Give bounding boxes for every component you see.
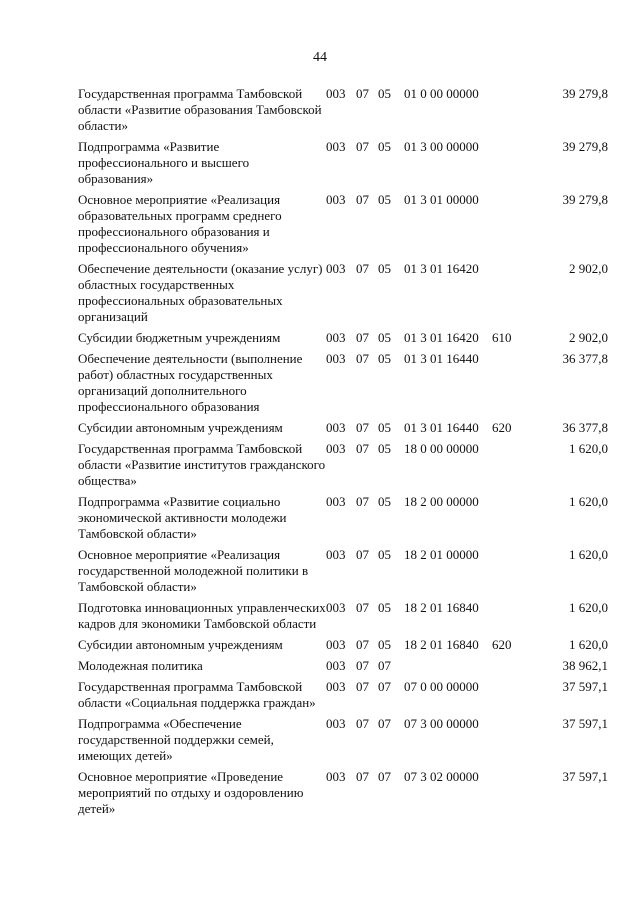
row-expense-type bbox=[492, 716, 528, 764]
table-row bbox=[78, 330, 608, 346]
row-subsection-code: 05 bbox=[378, 192, 391, 207]
row-target-article: 18 2 01 16840 bbox=[404, 637, 479, 652]
row-ved-code: 003 bbox=[326, 441, 346, 456]
row-name: Основное мероприятие «Реализация образовательных программ среднего профессионального образования и профессионального обучения» bbox=[78, 192, 282, 255]
row-expense-type bbox=[492, 261, 528, 325]
row-subsection-code: 07 bbox=[378, 716, 391, 731]
row-expense-type bbox=[492, 441, 528, 489]
row-target-article: 01 3 01 16440 bbox=[404, 420, 479, 435]
row-subsection-code: 05 bbox=[378, 351, 391, 366]
row-subsection-code: 05 bbox=[378, 261, 391, 276]
row-expense-type bbox=[492, 139, 528, 187]
row-target-article: 18 2 01 16840 bbox=[404, 600, 479, 615]
row-amount: 2 902,0 bbox=[569, 330, 608, 345]
page-number: 44 bbox=[313, 50, 327, 65]
row-target-article: 07 0 00 00000 bbox=[404, 679, 479, 694]
row-subsection-code: 05 bbox=[378, 494, 391, 509]
row-ved-code: 003 bbox=[326, 637, 346, 652]
table-row bbox=[78, 192, 608, 256]
row-subsection-code: 07 bbox=[378, 658, 391, 673]
row-amount: 1 620,0 bbox=[569, 600, 608, 615]
row-name: Обеспечение деятельности (оказание услуг) областных государственных профессиональных образовательных организаций bbox=[78, 261, 323, 324]
table-row bbox=[78, 600, 608, 632]
row-ved-code: 003 bbox=[326, 600, 346, 615]
table-row bbox=[78, 679, 608, 711]
row-section-code: 07 bbox=[356, 658, 369, 673]
row-expense-type bbox=[492, 351, 528, 415]
row-amount: 1 620,0 bbox=[569, 494, 608, 509]
row-expense-type: 620 bbox=[492, 420, 512, 435]
table-row bbox=[78, 658, 608, 674]
row-target-article: 18 2 00 00000 bbox=[404, 494, 479, 509]
row-ved-code: 003 bbox=[326, 769, 346, 784]
row-ved-code: 003 bbox=[326, 330, 346, 345]
row-amount: 39 279,8 bbox=[562, 139, 608, 154]
table-row bbox=[78, 494, 608, 542]
row-target-article bbox=[404, 658, 492, 674]
row-subsection-code: 05 bbox=[378, 637, 391, 652]
row-expense-type bbox=[492, 494, 528, 542]
row-section-code: 07 bbox=[356, 494, 369, 509]
row-name: Подпрограмма «Развитие социально экономической активности молодежи Тамбовской области» bbox=[78, 494, 287, 541]
row-subsection-code: 05 bbox=[378, 420, 391, 435]
row-name: Государственная программа Тамбовской области «Социальная поддержка граждан» bbox=[78, 679, 316, 710]
table-row bbox=[78, 547, 608, 595]
table-row bbox=[78, 716, 608, 764]
row-ved-code: 003 bbox=[326, 494, 346, 509]
table-row bbox=[78, 139, 608, 187]
row-section-code: 07 bbox=[356, 547, 369, 562]
row-section-code: 07 bbox=[356, 261, 369, 276]
row-expense-type bbox=[492, 547, 528, 595]
row-ved-code: 003 bbox=[326, 139, 346, 154]
row-target-article: 18 2 01 00000 bbox=[404, 547, 479, 562]
row-target-article: 01 3 01 16440 bbox=[404, 351, 479, 366]
row-name: Субсидии бюджетным учреждениям bbox=[78, 330, 281, 345]
row-target-article: 01 0 00 00000 bbox=[404, 86, 479, 101]
row-amount: 37 597,1 bbox=[562, 769, 608, 784]
row-name: Обеспечение деятельности (выполнение работ) областных государственных организаций дополнительного профессионального образования bbox=[78, 351, 303, 414]
row-name: Основное мероприятие «Проведение мероприятий по отдыху и оздоровлению детей» bbox=[78, 769, 304, 816]
row-amount: 37 597,1 bbox=[562, 679, 608, 694]
row-ved-code: 003 bbox=[326, 420, 346, 435]
table-row bbox=[78, 769, 608, 817]
row-section-code: 07 bbox=[356, 637, 369, 652]
row-name: Государственная программа Тамбовской области «Развитие институтов гражданского общества» bbox=[78, 441, 326, 488]
row-section-code: 07 bbox=[356, 420, 369, 435]
row-expense-type bbox=[492, 658, 528, 674]
row-name: Подпрограмма «Развитие профессионального и высшего образования» bbox=[78, 139, 250, 186]
budget-table-body bbox=[78, 86, 608, 817]
row-amount: 1 620,0 bbox=[569, 441, 608, 456]
row-expense-type bbox=[492, 192, 528, 256]
row-ved-code: 003 bbox=[326, 351, 346, 366]
row-ved-code: 003 bbox=[326, 679, 346, 694]
row-subsection-code: 05 bbox=[378, 330, 391, 345]
row-expense-type: 620 bbox=[492, 637, 512, 652]
table-row bbox=[78, 86, 608, 134]
row-name: Основное мероприятие «Реализация государственной молодежной политики в Тамбовской области» bbox=[78, 547, 309, 594]
row-section-code: 07 bbox=[356, 86, 369, 101]
row-name: Государственная программа Тамбовской области «Развитие образования Тамбовской области» bbox=[78, 86, 322, 133]
row-ved-code: 003 bbox=[326, 86, 346, 101]
row-expense-type: 610 bbox=[492, 330, 512, 345]
row-section-code: 07 bbox=[356, 679, 369, 694]
row-name: Подготовка инновационных управленческих кадров для экономики Тамбовской области bbox=[78, 600, 326, 631]
row-amount: 1 620,0 bbox=[569, 637, 608, 652]
row-section-code: 07 bbox=[356, 139, 369, 154]
row-target-article: 01 3 01 16420 bbox=[404, 330, 479, 345]
row-expense-type bbox=[492, 86, 528, 134]
table-row bbox=[78, 637, 608, 653]
row-expense-type bbox=[492, 679, 528, 711]
row-subsection-code: 07 bbox=[378, 679, 391, 694]
row-subsection-code: 05 bbox=[378, 547, 391, 562]
row-name: Молодежная политика bbox=[78, 658, 203, 673]
row-amount: 39 279,8 bbox=[562, 192, 608, 207]
row-name: Субсидии автономным учреждениям bbox=[78, 637, 283, 652]
budget-table bbox=[78, 86, 608, 817]
row-subsection-code: 07 bbox=[378, 769, 391, 784]
row-target-article: 07 3 00 00000 bbox=[404, 716, 479, 731]
row-section-code: 07 bbox=[356, 600, 369, 615]
row-ved-code: 003 bbox=[326, 192, 346, 207]
table-row bbox=[78, 261, 608, 325]
row-section-code: 07 bbox=[356, 716, 369, 731]
row-amount: 2 902,0 bbox=[569, 261, 608, 276]
row-section-code: 07 bbox=[356, 769, 369, 784]
table-row bbox=[78, 441, 608, 489]
row-name: Подпрограмма «Обеспечение государственной поддержки семей, имеющих детей» bbox=[78, 716, 274, 763]
row-section-code: 07 bbox=[356, 351, 369, 366]
row-target-article: 18 0 00 00000 bbox=[404, 441, 479, 456]
row-subsection-code: 05 bbox=[378, 441, 391, 456]
row-section-code: 07 bbox=[356, 192, 369, 207]
row-amount: 39 279,8 bbox=[562, 86, 608, 101]
row-target-article: 07 3 02 00000 bbox=[404, 769, 479, 784]
row-ved-code: 003 bbox=[326, 261, 346, 276]
row-target-article: 01 3 01 00000 bbox=[404, 192, 479, 207]
row-section-code: 07 bbox=[356, 330, 369, 345]
table-row bbox=[78, 420, 608, 436]
row-ved-code: 003 bbox=[326, 716, 346, 731]
row-amount: 37 597,1 bbox=[562, 716, 608, 731]
row-subsection-code: 05 bbox=[378, 86, 391, 101]
row-expense-type bbox=[492, 769, 528, 817]
row-amount: 36 377,8 bbox=[562, 420, 608, 435]
row-subsection-code: 05 bbox=[378, 139, 391, 154]
row-amount: 1 620,0 bbox=[569, 547, 608, 562]
row-subsection-code: 05 bbox=[378, 600, 391, 615]
row-amount: 36 377,8 bbox=[562, 351, 608, 366]
row-target-article: 01 3 01 16420 bbox=[404, 261, 479, 276]
row-ved-code: 003 bbox=[326, 547, 346, 562]
row-amount: 38 962,1 bbox=[562, 658, 608, 673]
row-target-article: 01 3 00 00000 bbox=[404, 139, 479, 154]
row-name: Субсидии автономным учреждениям bbox=[78, 420, 283, 435]
row-expense-type bbox=[492, 600, 528, 632]
row-ved-code: 003 bbox=[326, 658, 346, 673]
row-section-code: 07 bbox=[356, 441, 369, 456]
table-row bbox=[78, 351, 608, 415]
